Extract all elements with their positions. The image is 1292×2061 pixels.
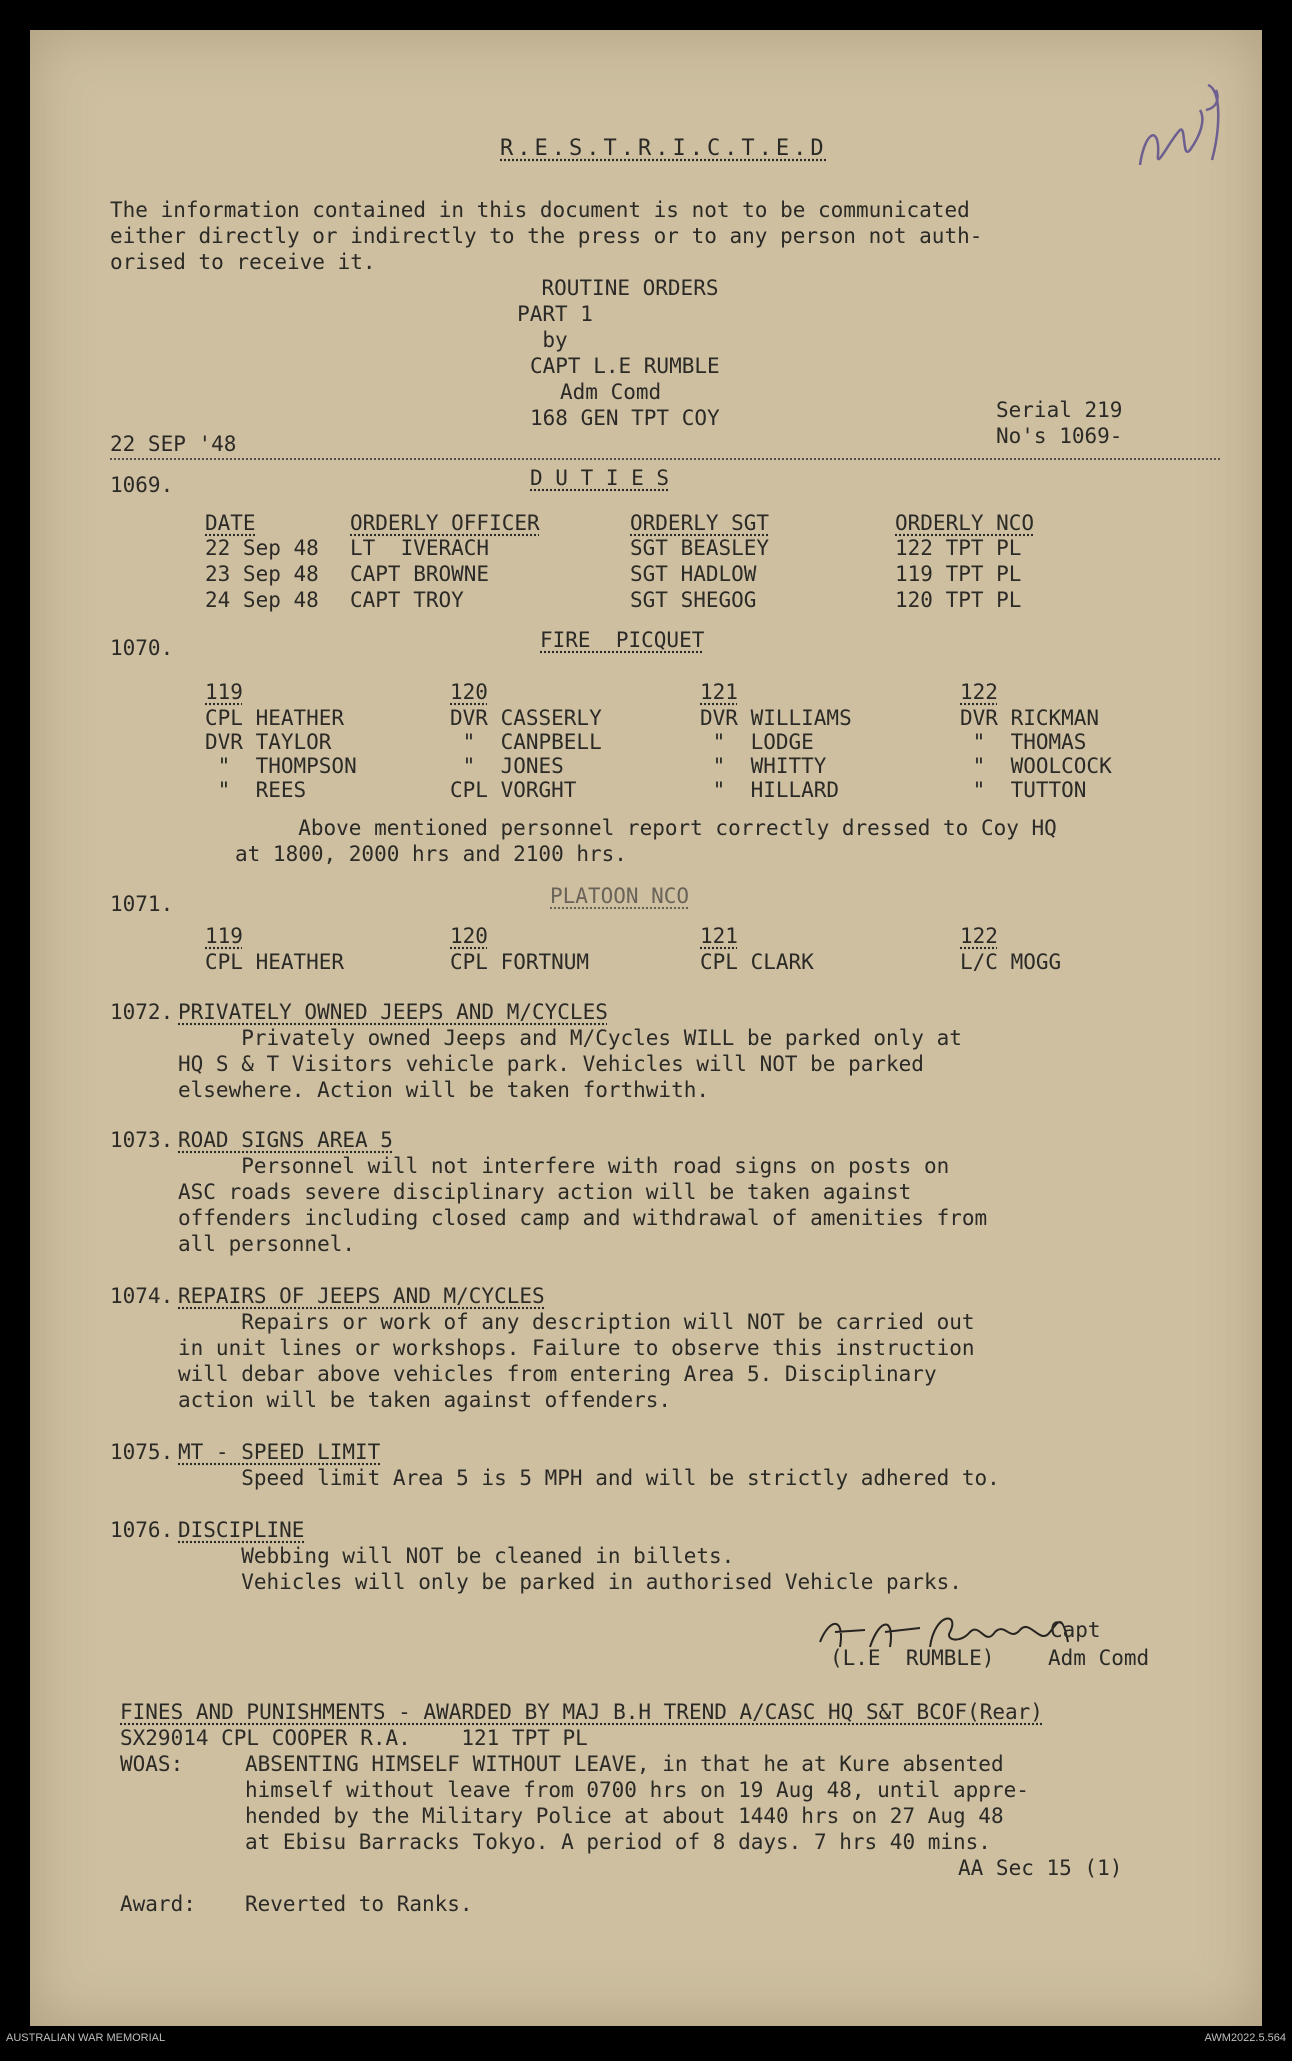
order-date: 22 SEP '48 [110, 432, 237, 456]
fines-woas-label: WOAS: [120, 1752, 184, 1776]
notice-line-3: orised to receive it. [110, 250, 376, 274]
duties-row-3-officer: CAPT TROY [350, 588, 464, 612]
platoon-nco-119-name: CPL HEATHER [205, 950, 345, 974]
fines-woas-line-1: ABSENTING HIMSELF WITHOUT LEAVE, in that he at Kure absented [245, 1752, 1004, 1776]
duties-row-2-nco: 119 TPT PL [895, 562, 1022, 586]
fines-woas-line-4: at Ebisu Barracks Tokyo. A period of 8 days. 7 hrs 40 mins. [245, 1830, 991, 1854]
picquet-note-line-1: Above mentioned personnel report correctly dressed to Coy HQ [235, 816, 1057, 840]
section-1075-line-1: Speed limit Area 5 is 5 MPH and will be strictly adhered to. [178, 1466, 1000, 1490]
section-1072-title: PRIVATELY OWNED JEEPS AND M/CYCLES [178, 1000, 608, 1024]
duties-row-1-nco: 122 TPT PL [895, 536, 1022, 560]
section-1071-title: PLATOON NCO [550, 884, 690, 908]
title-line-6: 168 GEN TPT COY [530, 406, 720, 430]
platoon-nco-121-number: 121 [700, 924, 738, 948]
platoon-nco-119-number: 119 [205, 924, 243, 948]
section-1073-line-4: all personnel. [178, 1232, 356, 1256]
section-1076-line-1: Webbing will NOT be cleaned in billets. [178, 1544, 735, 1568]
duties-row-2-officer: CAPT BROWNE [350, 562, 490, 586]
picquet-121-line-3: " WHITTY [700, 754, 827, 778]
platoon-nco-122-number: 122 [960, 924, 998, 948]
picquet-122-line-2: " THOMAS [960, 730, 1087, 754]
title-line-2: PART 1 [517, 302, 593, 326]
picquet-120-line-4: CPL VORGHT [450, 778, 577, 802]
duties-row-1-date: 22 Sep 48 [205, 536, 319, 560]
picquet-120-line-1: DVR CASSERLY [450, 706, 602, 730]
section-1076-line-2: Vehicles will only be parked in authorised Vehicle parks. [178, 1570, 962, 1594]
document-page [30, 30, 1262, 2026]
fines-woas-line-2: himself without leave from 0700 hrs on 19 Aug 48, until appre- [245, 1778, 1029, 1802]
fines-soldier: SX29014 CPL COOPER R.A. 121 TPT PL [120, 1726, 588, 1750]
picquet-121-line-1: DVR WILLIAMS [700, 706, 852, 730]
section-1072-line-2: HQ S & T Visitors vehicle park. Vehicles will NOT be parked [178, 1052, 924, 1076]
section-1076-title: DISCIPLINE [178, 1518, 305, 1542]
duties-header-sgt: ORDERLY SGT [630, 511, 770, 535]
restricted-heading: R.E.S.T.R.I.C.T.E.D [500, 136, 828, 161]
section-1072-number: 1072. [110, 1000, 174, 1024]
section-1069-title: D U T I E S [530, 466, 670, 490]
picquet-120-line-3: " JONES [450, 754, 564, 778]
section-1073-line-3: offenders including closed camp and withdrawal of amenities from [178, 1206, 988, 1230]
platoon-nco-120-name: CPL FORTNUM [450, 950, 590, 974]
platoon-nco-120-number: 120 [450, 924, 488, 948]
section-1076-number: 1076. [110, 1518, 174, 1542]
picquet-122-line-4: " TUTTON [960, 778, 1087, 802]
section-1073-title: ROAD SIGNS AREA 5 [178, 1128, 393, 1152]
title-line-1: ROUTINE ORDERS [541, 276, 719, 300]
picquet-122-platoon: 122 [960, 680, 998, 704]
section-1069-number: 1069. [110, 473, 174, 497]
platoon-nco-122-name: L/C MOGG [960, 950, 1062, 974]
duties-header-officer: ORDERLY OFFICER [350, 511, 540, 535]
picquet-119-line-3: " THOMPSON [205, 754, 357, 778]
section-1071-number: 1071. [110, 892, 174, 916]
picquet-119-line-4: " REES [205, 778, 307, 802]
section-1072-line-3: elsewhere. Action will be taken forthwith. [178, 1078, 710, 1102]
duties-row-2-date: 23 Sep 48 [205, 562, 319, 586]
picquet-121-line-4: " HILLARD [700, 778, 840, 802]
serial-number: Serial 219 [996, 398, 1123, 422]
handwritten-annotation-icon [1120, 70, 1240, 190]
title-line-3: by [542, 328, 568, 352]
section-1070-number: 1070. [110, 636, 174, 660]
picquet-120-platoon: 120 [450, 680, 488, 704]
picquet-121-line-2: " LODGE [700, 730, 814, 754]
picquet-119-line-1: CPL HEATHER [205, 706, 345, 730]
duties-row-3-date: 24 Sep 48 [205, 588, 319, 612]
order-numbers: No's 1069- [996, 424, 1123, 448]
signature-name: (L.E RUMBLE) [830, 1646, 995, 1670]
picquet-note-line-2: at 1800, 2000 hrs and 2100 hrs. [235, 842, 627, 866]
section-1074-line-2: in unit lines or workshops. Failure to observe this instruction [178, 1336, 975, 1360]
platoon-nco-121-name: CPL CLARK [700, 950, 814, 974]
footer-archive-name: AUSTRALIAN WAR MEMORIAL [6, 2032, 166, 2044]
duties-row-1-sgt: SGT BEASLEY [630, 536, 770, 560]
section-1075-title: MT - SPEED LIMIT [178, 1440, 381, 1464]
title-line-5: Adm Comd [560, 380, 662, 404]
fines-title: FINES AND PUNISHMENTS - AWARDED BY MAJ B.H TREND A/CASC HQ S&T BCOF(Rear) [120, 1700, 1043, 1724]
section-1074-line-4: action will be taken against offenders. [178, 1388, 672, 1412]
fines-award-label: Award: [120, 1892, 196, 1916]
section-1075-number: 1075. [110, 1440, 174, 1464]
duties-header-nco: ORDERLY NCO [895, 511, 1035, 535]
section-1070-title: FIRE PICQUET [540, 628, 705, 652]
section-1073-line-2: ASC roads severe disciplinary action will be taken against [178, 1180, 912, 1204]
duties-row-1-officer: LT IVERACH [350, 536, 490, 560]
duties-row-2-sgt: SGT HADLOW [630, 562, 757, 586]
section-1074-line-3: will debar above vehicles from entering Area 5. Disciplinary [178, 1362, 937, 1386]
notice-line-2: either directly or indirectly to the press or to any person not auth- [110, 224, 983, 248]
section-1073-number: 1073. [110, 1128, 174, 1152]
fines-woas-line-3: hended by the Military Police at about 1440 hrs on 27 Aug 48 [245, 1804, 1004, 1828]
header-divider [110, 458, 1220, 460]
fines-award: Reverted to Ranks. [245, 1892, 473, 1916]
section-1074-line-1: Repairs or work of any description will NOT be carried out [178, 1310, 975, 1334]
picquet-119-platoon: 119 [205, 680, 243, 704]
signature-role: Adm Comd [1048, 1646, 1150, 1670]
section-1073-line-1: Personnel will not interfere with road signs on posts on [178, 1154, 950, 1178]
title-line-4: CAPT L.E RUMBLE [530, 354, 720, 378]
duties-header-date: DATE [205, 511, 256, 535]
picquet-121-platoon: 121 [700, 680, 738, 704]
footer-accession-number: AWM2022.5.564 [1204, 2032, 1286, 2044]
duties-row-3-sgt: SGT SHEGOG [630, 588, 757, 612]
picquet-120-line-2: " CANPBELL [450, 730, 602, 754]
section-1074-number: 1074. [110, 1284, 174, 1308]
notice-line-1: The information contained in this document is not to be communicated [110, 198, 970, 222]
signature-rank: Capt [1050, 1618, 1101, 1642]
picquet-122-line-3: " WOOLCOCK [960, 754, 1112, 778]
fines-act-section: AA Sec 15 (1) [958, 1856, 1123, 1880]
section-1072-line-1: Privately owned Jeeps and M/Cycles WILL be parked only at [178, 1026, 962, 1050]
duties-row-3-nco: 120 TPT PL [895, 588, 1022, 612]
picquet-119-line-2: DVR TAYLOR [205, 730, 332, 754]
section-1074-title: REPAIRS OF JEEPS AND M/CYCLES [178, 1284, 545, 1308]
picquet-122-line-1: DVR RICKMAN [960, 706, 1100, 730]
